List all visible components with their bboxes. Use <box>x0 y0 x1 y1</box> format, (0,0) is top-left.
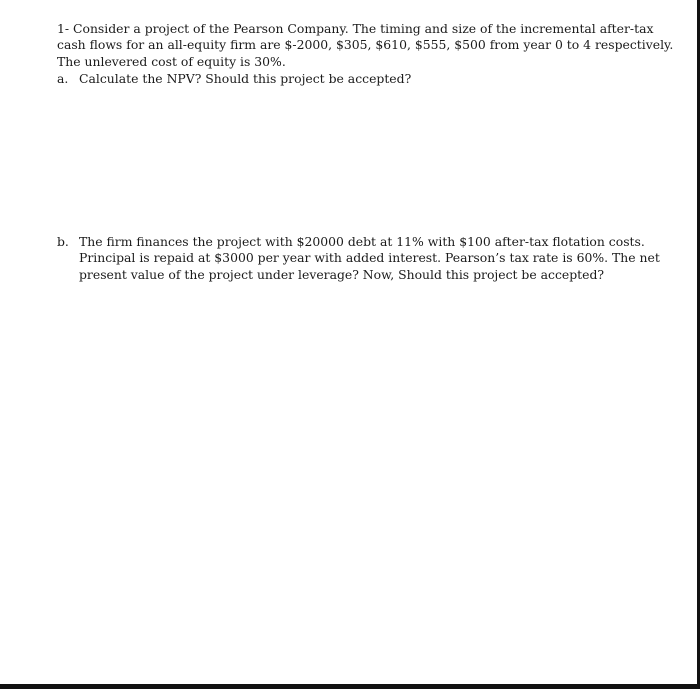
part-b-line: present value of the project under leverage? Now, Should this project be accepted? <box>79 266 605 282</box>
part-a-marker: a. <box>57 71 69 86</box>
question-intro <box>57 21 674 70</box>
part-b-line: The firm finances the project with $20000 debt at 11% with $100 after-tax flotation costs. <box>79 234 645 249</box>
intro-line: 1- Consider a project of the Pearson Company. The timing and size of the incremental after-tax <box>57 21 654 36</box>
part-a-text: Calculate the NPV? Should this project be accepted? <box>79 71 412 86</box>
part-b-marker: b. <box>57 234 69 249</box>
part-b-line: Principal is repaid at $3000 per year with added interest. Pearson’s tax rate is 60%. The net <box>79 250 660 266</box>
part-b <box>57 234 660 283</box>
part-a <box>57 71 411 87</box>
intro-line: The unlevered cost of equity is 30%. <box>57 53 286 69</box>
intro-line: cash flows for an all-equity firm are $-2000, $305, $610, $555, $500 from year 0 to 4 respectively. <box>57 37 674 53</box>
